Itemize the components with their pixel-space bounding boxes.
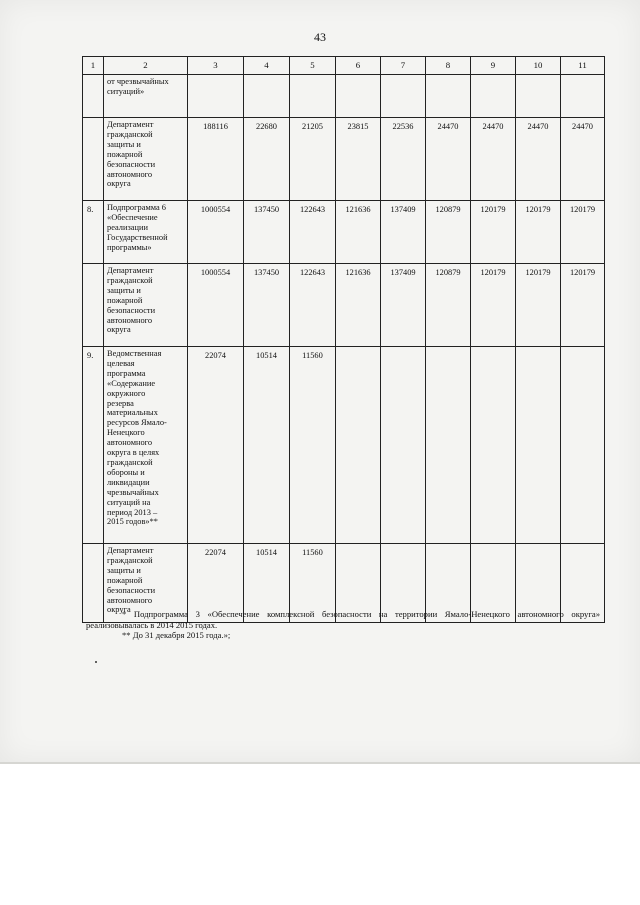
page-number: 43 bbox=[314, 30, 326, 44]
row-index bbox=[83, 75, 104, 118]
row-index: 8. bbox=[83, 201, 104, 264]
table-row bbox=[83, 201, 605, 264]
table-row bbox=[83, 118, 605, 201]
value-cell bbox=[426, 75, 471, 118]
budget-table bbox=[82, 56, 605, 623]
value-cell: 120879 bbox=[426, 201, 471, 264]
row-name: Подпрограмма 6 «Обеспечение реализации Государственной программы» bbox=[104, 201, 188, 264]
column-header: 11 bbox=[561, 57, 605, 75]
value-cell: 120179 bbox=[471, 201, 516, 264]
footnotes bbox=[86, 609, 600, 641]
value-cell: 137409 bbox=[381, 201, 426, 264]
value-cell: 122643 bbox=[290, 201, 336, 264]
value-cell: 21205 bbox=[290, 118, 336, 201]
value-cell: 11560 bbox=[290, 544, 336, 623]
value-cell: 11560 bbox=[290, 347, 336, 544]
column-header: 3 bbox=[188, 57, 244, 75]
value-cell: 120179 bbox=[471, 264, 516, 347]
scan-edge bbox=[0, 762, 640, 764]
value-cell: 1000554 bbox=[188, 201, 244, 264]
value-cell: 120179 bbox=[561, 264, 605, 347]
value-cell: 24470 bbox=[516, 118, 561, 201]
footnote-subprogram-3: * Подпрограмма 3 «Обеспечение комплексной безопасности на территории Ямало-Ненецкого автономного округа» реализовывалась в 2014 2015 годах. bbox=[86, 609, 600, 630]
column-header: 2 bbox=[104, 57, 188, 75]
scan-speck bbox=[95, 661, 97, 663]
value-cell: 121636 bbox=[336, 201, 381, 264]
value-cell: 22074 bbox=[188, 347, 244, 544]
value-cell: 120179 bbox=[516, 201, 561, 264]
value-cell bbox=[426, 347, 471, 544]
value-cell: 10514 bbox=[244, 347, 290, 544]
value-cell: 121636 bbox=[336, 264, 381, 347]
value-cell bbox=[336, 347, 381, 544]
value-cell bbox=[516, 347, 561, 544]
value-cell bbox=[471, 75, 516, 118]
value-cell: 120179 bbox=[516, 264, 561, 347]
row-name: Ведомственная целевая программа «Содержание окружного резерва материальных ресурсов Ямало- Ненецкого автономного округа в целях гражданской обороны и ликвидации чрезвычайных ситуаций на период 2013 – 2015 годов»** bbox=[104, 347, 188, 544]
value-cell: 22536 bbox=[381, 118, 426, 201]
column-header: 9 bbox=[471, 57, 516, 75]
column-header: 6 bbox=[336, 57, 381, 75]
value-cell bbox=[561, 347, 605, 544]
value-cell: 10514 bbox=[244, 544, 290, 623]
value-cell: 120179 bbox=[561, 201, 605, 264]
column-header: 8 bbox=[426, 57, 471, 75]
column-header: 10 bbox=[516, 57, 561, 75]
value-cell: 120879 bbox=[426, 264, 471, 347]
table-row bbox=[83, 347, 605, 544]
row-index bbox=[83, 118, 104, 201]
table-row bbox=[83, 264, 605, 347]
column-header: 5 bbox=[290, 57, 336, 75]
row-name: Департамент гражданской защиты и пожарной безопасности автономного округа bbox=[104, 264, 188, 347]
value-cell bbox=[336, 75, 381, 118]
value-cell: 24470 bbox=[471, 118, 516, 201]
value-cell: 137450 bbox=[244, 264, 290, 347]
value-cell: 24470 bbox=[561, 118, 605, 201]
value-cell: 137450 bbox=[244, 201, 290, 264]
value-cell: 24470 bbox=[426, 118, 471, 201]
row-name: Департамент гражданской защиты и пожарной безопасности автономного округа bbox=[104, 544, 188, 623]
row-index bbox=[83, 264, 104, 347]
value-cell bbox=[244, 75, 290, 118]
value-cell bbox=[471, 347, 516, 544]
value-cell bbox=[381, 75, 426, 118]
value-cell bbox=[290, 75, 336, 118]
value-cell: 1000554 bbox=[188, 264, 244, 347]
value-cell bbox=[561, 75, 605, 118]
value-cell: 122643 bbox=[290, 264, 336, 347]
column-header: 4 bbox=[244, 57, 290, 75]
value-cell: 22074 bbox=[188, 544, 244, 623]
column-header: 1 bbox=[83, 57, 104, 75]
value-cell: 188116 bbox=[188, 118, 244, 201]
column-header: 7 bbox=[381, 57, 426, 75]
row-name: Департамент гражданской защиты и пожарной безопасности автономного округа bbox=[104, 118, 188, 201]
row-index: 9. bbox=[83, 347, 104, 544]
table-header-row bbox=[83, 57, 605, 75]
value-cell bbox=[188, 75, 244, 118]
value-cell bbox=[516, 75, 561, 118]
footnote-deadline: ** До 31 декабря 2015 года.»; bbox=[122, 630, 231, 641]
value-cell: 22680 bbox=[244, 118, 290, 201]
row-name: от чрезвычайных ситуаций» bbox=[104, 75, 188, 118]
value-cell: 23815 bbox=[336, 118, 381, 201]
table-row bbox=[83, 75, 605, 118]
value-cell: 137409 bbox=[381, 264, 426, 347]
value-cell bbox=[381, 347, 426, 544]
